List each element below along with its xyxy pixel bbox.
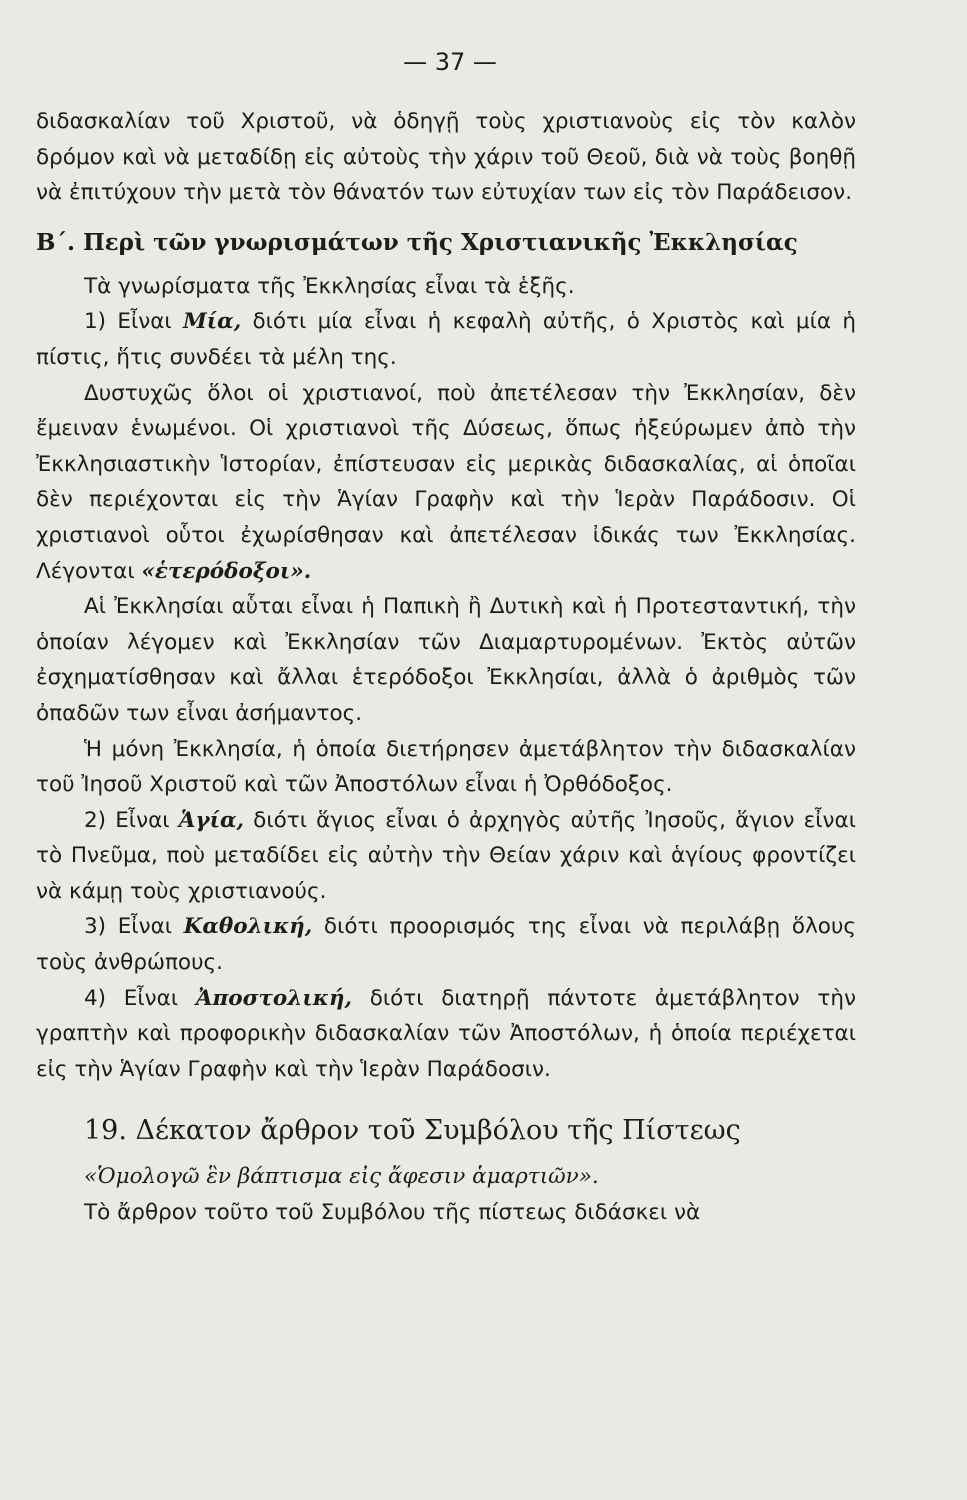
item-prefix: 4) Εἶναι <box>84 985 196 1011</box>
list-item-two <box>36 803 856 910</box>
item-term: Καθολική, <box>183 914 313 940</box>
paragraph-heterodox <box>36 376 856 590</box>
paragraph-text: Δυστυχῶς ὅλοι οἱ χριστιανοί, ποὺ ἀπετέλεσαν τὴν Ἐκκλησίαν, δὲν ἔμειναν ἑνωμένοι. Οἱ χριστιανοὶ τῆς Δύσεως, ὅπως ἠξεύρωμεν ἀπὸ τὴν Ἐκκλησιαστικὴν Ἱστορίαν, ἐπίστευσαν εἰς μερικὰς διδασκαλίας, αἱ ὁποῖαι δὲν περιέχονται εἰς τὴν Ἁγίαν Γραφὴν καὶ τὴν Ἱερὰν Παράδοσιν. Οἱ χριστιανοὶ οὗτοι ἐχωρίσθησαν καὶ ἀπετέλεσαν ἰδικάς των Ἐκκλησίας. Λέγονται <box>36 380 856 584</box>
page-body <box>36 104 856 1231</box>
list-item-three <box>36 909 856 980</box>
item-prefix: 1) Εἶναι <box>84 309 183 335</box>
list-item-one <box>36 304 856 375</box>
creed-quote: «Ὁμολογῶ ἓν βάπτισμα εἰς ἄφεσιν ἁμαρτιῶν». <box>84 1164 599 1190</box>
paragraph-intro: Τὰ γνωρίσματα τῆς Ἐκκλησίας εἶναι τὰ ἑξῆς. <box>84 273 575 299</box>
heterodox-term: «ἑτερόδοξοι». <box>141 558 312 584</box>
item-term: Ἁγία, <box>178 807 245 833</box>
paragraph-top: διδασκαλίαν τοῦ Χριστοῦ, νὰ ὁδηγῇ τοὺς χριστιανοὺς εἰς τὸν καλὸν δρόμον καὶ νὰ μεταδίδῃ εἰς αὐτοὺς τὴν χάριν τοῦ Θεοῦ, διὰ νὰ τοὺς βοηθῇ νὰ ἐπιτύχουν τὴν μετὰ τὸν θάνατόν των εὐτυχίαν των εἰς τὸν Παράδεισον. <box>36 109 856 206</box>
section-heading: Β΄. Περὶ τῶν γνωρισμάτων τῆς Χριστιανικῆς Ἐκκλησίας <box>36 228 798 256</box>
item-text: διότι ἅγιος εἶναι ὁ ἀρχηγὸς αὐτῆς Ἰησοῦς, ἅγιον εἶναι τὸ Πνεῦμα, ποὺ μεταδίδει εἰς αὐτὴν τὴν Θείαν χάριν καὶ ἁγίους φροντίζει νὰ κάμῃ τοὺς χριστιανούς. <box>36 807 856 904</box>
item-text: διότι διατηρῇ πάντοτε ἀμετάβλητον τὴν γραπτὴν καὶ προφορικὴν διδασκαλίαν τῶν Ἀποστόλων, ἡ ὁποία περιέχεται εἰς τὴν Ἁγίαν Γραφὴν καὶ τὴν Ἱερὰν Παράδοσιν. <box>36 985 856 1082</box>
paragraph-churches: Αἱ Ἐκκλησίαι αὗται εἶναι ἡ Παπικὴ ἢ Δυτικὴ καὶ ἡ Προτεσταντική, τὴν ὁποίαν λέγομεν καὶ Ἐκκλησίαν τῶν Διαμαρτυρομένων. Ἐκτὸς αὐτῶν ἐσχηματίσθησαν καὶ ἄλλαι ἑτερόδοξοι Ἐκκλησίαι, ἀλλὰ ὁ ἀριθμὸς τῶν ὀπαδῶν των εἶναι ἀσήμαντος. <box>36 594 856 726</box>
paragraph-last: Τὸ ἄρθρον τοῦτο τοῦ Συμβόλου τῆς πίστεως διδάσκει νὰ <box>84 1200 701 1226</box>
paragraph-orthodox: Ἡ μόνη Ἐκκλησία, ἡ ὁποία διετήρησεν ἀμετάβλητον τὴν διδασκαλίαν τοῦ Ἰησοῦ Χριστοῦ καὶ τῶν Ἀποστόλων εἶναι ἡ Ὀρθόδοξος. <box>36 736 856 798</box>
item-term: Μία, <box>182 309 242 335</box>
item-term: Ἀποστολική, <box>195 985 352 1011</box>
item-text: διότι μία εἶναι ἡ κεφαλὴ αὐτῆς, ὁ Χριστὸς καὶ μία ἡ πίστις, ἥτις συνδέει τὰ μέλη της. <box>36 309 856 370</box>
page-number: — 37 — <box>403 48 497 76</box>
item-text: διότι προορισμός της εἶναι νὰ περιλάβῃ ὅλους τοὺς ἀνθρώπους. <box>36 914 857 976</box>
list-item-four <box>36 981 856 1088</box>
item-prefix: 3) Εἶναι <box>84 914 184 940</box>
item-prefix: 2) Εἶναι <box>84 807 179 833</box>
chapter-heading: 19. Δέκατον ἄρθρον τοῦ Συμβόλου τῆς Πίστεως <box>84 1115 741 1147</box>
